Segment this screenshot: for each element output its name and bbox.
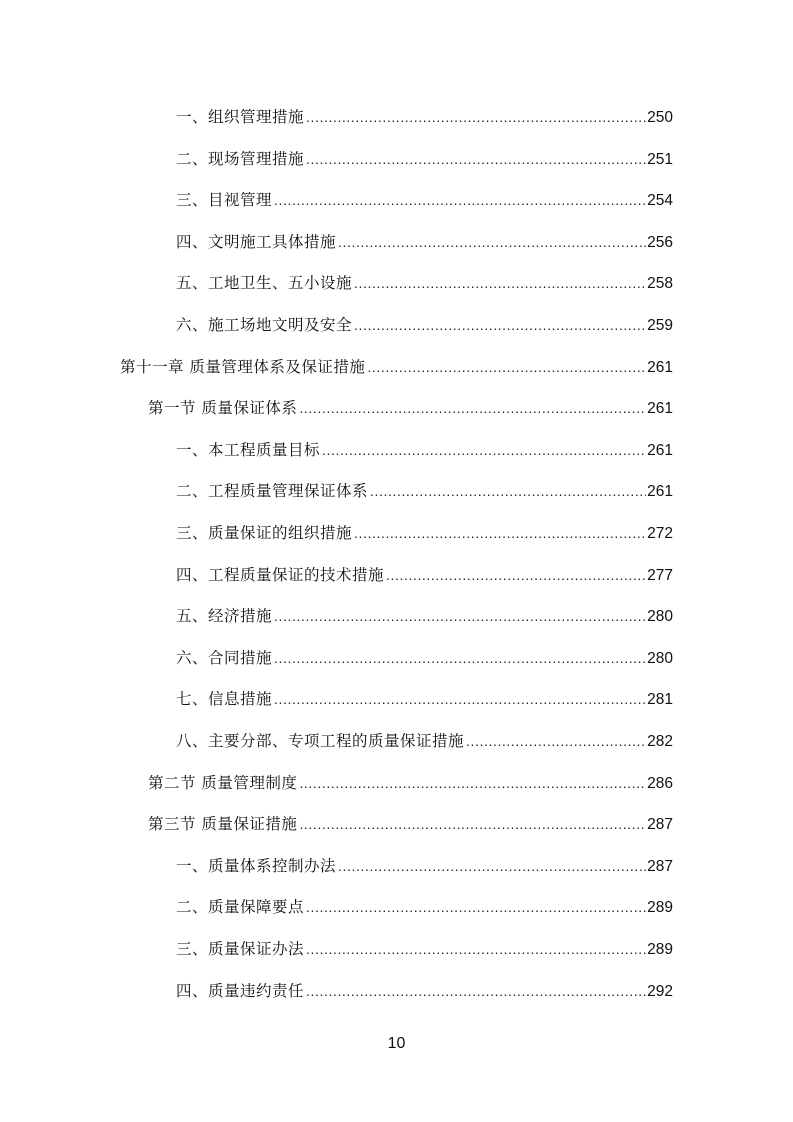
- dot-leader: [299, 811, 646, 837]
- toc-entry-title: 三、质量保证办法: [176, 940, 305, 958]
- toc-entry[interactable]: [176, 437, 673, 463]
- toc-entry-page: 251: [647, 150, 673, 168]
- toc-entry-title: 三、质量保证的组织措施: [176, 524, 353, 542]
- toc-entry-page: 289: [647, 941, 673, 958]
- toc-entry-title: 三、目视管理: [176, 191, 273, 210]
- toc-entry[interactable]: [176, 936, 673, 962]
- toc-entry-title: 一、组织管理措施: [176, 108, 305, 126]
- toc-entry[interactable]: [176, 978, 673, 1004]
- toc-entry-page: 282: [647, 733, 673, 750]
- toc-entry-title: 第三节 质量保证措施: [148, 815, 298, 834]
- dot-leader: [338, 229, 646, 255]
- dot-leader: [306, 936, 646, 962]
- dot-leader: [274, 603, 646, 629]
- toc-entry-section[interactable]: [148, 770, 673, 796]
- toc-entry-title: 二、现场管理措施: [176, 149, 305, 168]
- toc-entry[interactable]: [176, 146, 673, 172]
- dot-leader: [299, 395, 646, 421]
- toc-entry[interactable]: [176, 728, 673, 754]
- toc-entry-title: 八、主要分部、专项工程的质量保证措施: [176, 732, 465, 750]
- toc-entry-chapter[interactable]: [120, 354, 673, 380]
- toc-entry-title: 第十一章 质量管理体系及保证措施: [120, 357, 366, 376]
- toc-entry-page: 277: [647, 566, 673, 584]
- toc-entry-title: 第一节 质量保证体系: [148, 399, 298, 418]
- toc-entry[interactable]: [176, 187, 673, 213]
- toc-entry-page: 259: [647, 317, 673, 334]
- toc-entry-title: 六、合同措施: [176, 648, 273, 667]
- toc-entry-title: 第二节 质量管理制度: [148, 773, 298, 792]
- dot-leader: [274, 686, 646, 712]
- dot-leader: [322, 437, 646, 463]
- toc-entry-title: 一、质量体系控制办法: [176, 856, 337, 875]
- toc-entry[interactable]: [176, 229, 673, 255]
- toc-entry-page: 280: [647, 649, 673, 667]
- dot-leader: [306, 104, 646, 130]
- toc-entry-title: 四、工程质量保证的技术措施: [176, 565, 385, 584]
- toc-entry-page: 250: [647, 109, 673, 126]
- toc-entry[interactable]: [176, 853, 673, 879]
- toc-entry[interactable]: [176, 894, 673, 920]
- toc-entry-page: 287: [647, 816, 673, 834]
- toc-entry[interactable]: [176, 478, 673, 504]
- toc-entry-page: 256: [647, 233, 673, 251]
- dot-leader: [338, 853, 646, 879]
- dot-leader: [386, 562, 646, 588]
- toc-entry[interactable]: [176, 270, 673, 296]
- toc-entry-title: 六、施工场地文明及安全: [176, 316, 353, 334]
- toc-entry-title: 二、工程质量管理保证体系: [176, 482, 369, 501]
- toc-entry[interactable]: [176, 686, 673, 712]
- toc-entry-section[interactable]: [148, 395, 673, 421]
- dot-leader: [274, 645, 646, 671]
- toc-entry-page: 272: [647, 525, 673, 542]
- toc-entry-page: 254: [647, 192, 673, 210]
- toc-entry-page: 261: [647, 358, 673, 376]
- dot-leader: [354, 312, 646, 338]
- toc-entry-page: 289: [647, 899, 673, 917]
- toc-entry-title: 一、本工程质量目标: [176, 440, 321, 459]
- toc-entry-page: 261: [647, 441, 673, 459]
- dot-leader: [274, 187, 646, 213]
- toc-entry-page: 258: [647, 275, 673, 293]
- toc-entry-page: 280: [647, 608, 673, 626]
- toc-entry-page: 292: [647, 982, 673, 1000]
- toc-entry[interactable]: [176, 104, 673, 130]
- dot-leader: [354, 520, 646, 546]
- toc-entry-title: 二、质量保障要点: [176, 898, 305, 917]
- dot-leader: [306, 146, 646, 172]
- dot-leader: [367, 354, 646, 380]
- toc-entry-page: 281: [647, 691, 673, 709]
- toc-entry-page: 261: [647, 400, 673, 418]
- toc-entry-section[interactable]: [148, 811, 673, 837]
- toc-entry[interactable]: [176, 603, 673, 629]
- toc-entry-title: 四、质量违约责任: [176, 981, 305, 1000]
- dot-leader: [306, 894, 646, 920]
- toc-entry-page: 286: [647, 774, 673, 792]
- toc-entry[interactable]: [176, 312, 673, 338]
- toc-entry-page: 261: [647, 483, 673, 501]
- toc-entry[interactable]: [176, 520, 673, 546]
- toc-entry[interactable]: [176, 645, 673, 671]
- toc-entry[interactable]: [176, 562, 673, 588]
- toc-entry-title: 五、工地卫生、五小设施: [176, 274, 353, 293]
- dot-leader: [370, 478, 646, 504]
- toc-entry-title: 四、文明施工具体措施: [176, 232, 337, 251]
- dot-leader: [306, 978, 646, 1004]
- page-number: 10: [387, 1035, 406, 1052]
- toc-entry-title: 五、经济措施: [176, 607, 273, 626]
- dot-leader: [299, 770, 646, 796]
- toc-entry-title: 七、信息措施: [176, 690, 273, 709]
- dot-leader: [354, 270, 646, 296]
- dot-leader: [466, 728, 646, 754]
- toc-entry-page: 287: [647, 857, 673, 875]
